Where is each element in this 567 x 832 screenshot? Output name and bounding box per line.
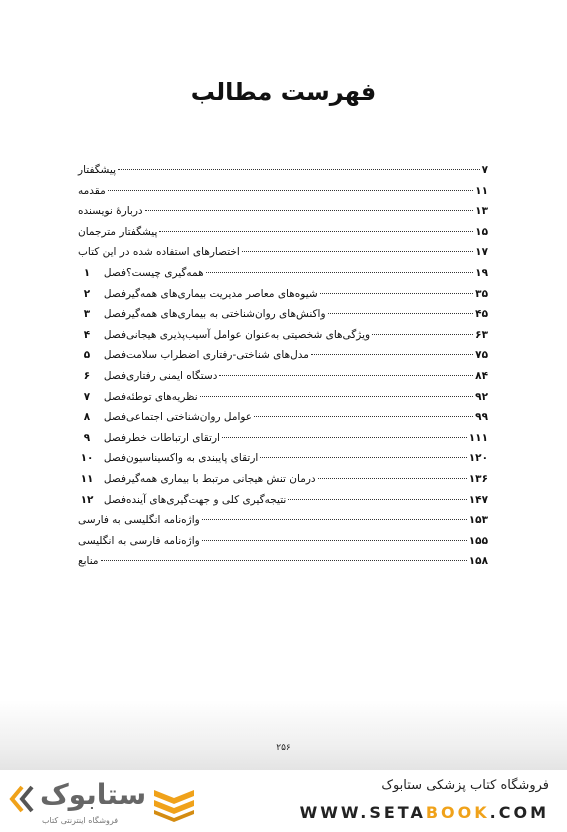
chapter-word: فصل bbox=[103, 369, 126, 382]
toc-entry-title: مقدمه bbox=[78, 184, 106, 197]
page-number: ۲۵۶ bbox=[276, 743, 291, 753]
toc-entry[interactable] bbox=[78, 164, 488, 185]
chapter-label bbox=[78, 432, 126, 444]
dot-leader bbox=[260, 457, 466, 458]
toc-page-number: ۹۹ bbox=[475, 411, 488, 424]
dot-leader bbox=[200, 396, 473, 397]
chapter-number: ۵ bbox=[83, 349, 91, 362]
url-prefix: WWW.SETA bbox=[299, 803, 426, 822]
chapter-label bbox=[78, 329, 126, 341]
store-name: فروشگاه کتاب پزشکی ستابوک bbox=[381, 778, 549, 793]
toc-page-number: ۱۳۶ bbox=[468, 472, 488, 485]
store-url-link[interactable] bbox=[300, 803, 549, 822]
toc-page-number: ۹۲ bbox=[475, 390, 488, 403]
chapter-number: ۷ bbox=[83, 390, 91, 403]
toc-entry[interactable] bbox=[78, 288, 488, 309]
chapter-label bbox=[78, 349, 126, 361]
toc-page-number: ۱۵۵ bbox=[468, 534, 488, 547]
dot-leader bbox=[145, 210, 474, 211]
toc-entry-title: منابع bbox=[78, 555, 99, 568]
chapter-label bbox=[78, 370, 126, 382]
dot-leader bbox=[242, 251, 473, 252]
chapter-word: فصل bbox=[103, 452, 126, 465]
dot-leader bbox=[311, 354, 473, 355]
toc-entry[interactable] bbox=[78, 308, 488, 329]
dot-leader bbox=[202, 540, 467, 541]
toc-entry-title: شیوه‌های معاصر مدیریت بیماری‌های همه‌گیر bbox=[126, 287, 318, 300]
toc-page-number: ۴۵ bbox=[475, 308, 488, 321]
store-logo[interactable] bbox=[8, 778, 198, 828]
toc-entry[interactable] bbox=[78, 226, 488, 247]
url-suffix: .COM bbox=[489, 803, 549, 822]
toc-entry-title: ارتقای ارتباطات خطر bbox=[126, 431, 220, 444]
toc-page-number: ۱۱۱ bbox=[468, 431, 488, 444]
chapter-number: ۸ bbox=[83, 411, 91, 424]
chapter-word: فصل bbox=[103, 431, 126, 444]
dot-leader bbox=[159, 231, 473, 232]
chapter-label bbox=[78, 411, 126, 423]
table-of-contents bbox=[78, 164, 488, 576]
chapter-label bbox=[78, 391, 126, 403]
toc-entry[interactable] bbox=[78, 514, 488, 535]
toc-entry[interactable] bbox=[78, 329, 488, 350]
toc-entry-title: عوامل روان‌شناختی اجتماعی bbox=[126, 411, 253, 424]
toc-entry[interactable] bbox=[78, 391, 488, 412]
toc-entry[interactable] bbox=[78, 267, 488, 288]
toc-entry-title: نتیجه‌گیری کلی و جهت‌گیری‌های آینده bbox=[126, 493, 287, 506]
toc-entry[interactable] bbox=[78, 370, 488, 391]
dot-leader bbox=[118, 169, 480, 170]
chapter-word: فصل bbox=[103, 472, 126, 485]
dot-leader bbox=[318, 478, 467, 479]
toc-page-number: ۱۴۷ bbox=[468, 493, 488, 506]
chapter-word: فصل bbox=[103, 411, 126, 424]
chapter-word: فصل bbox=[103, 493, 126, 506]
chapter-number: ۹ bbox=[83, 431, 91, 444]
toc-page-number: ۸۴ bbox=[475, 369, 488, 382]
page-bottom-shade bbox=[0, 700, 567, 770]
store-footer bbox=[0, 770, 567, 832]
toc-entry-title: ارتقای پایبندی به واکسیناسیون bbox=[126, 452, 259, 465]
toc-entry[interactable] bbox=[78, 185, 488, 206]
toc-entry[interactable] bbox=[78, 473, 488, 494]
toc-entry[interactable] bbox=[78, 411, 488, 432]
toc-entry-title: اختصارهای استفاده شده در این کتاب bbox=[78, 246, 240, 259]
toc-entry-title: مدل‌های شناختی-رفتاری اضطراب سلامت bbox=[126, 349, 309, 362]
toc-entry-title: درمان تنش هیجانی مرتبط با بیماری همه‌گیر bbox=[126, 472, 316, 485]
toc-page-number: ۱۹ bbox=[475, 266, 488, 279]
toc-entry[interactable] bbox=[78, 494, 488, 515]
page-title: فهرست مطالب bbox=[190, 78, 377, 106]
chapter-label bbox=[78, 452, 126, 464]
chapter-label bbox=[78, 473, 126, 485]
chapter-label bbox=[78, 267, 126, 279]
chapter-number: ۱۲ bbox=[80, 493, 94, 506]
toc-entry-title: واژه‌نامه انگلیسی به فارسی bbox=[78, 514, 200, 527]
chapter-number: ۲ bbox=[83, 287, 91, 300]
dot-leader bbox=[219, 375, 473, 376]
chapter-number: ۱۱ bbox=[80, 472, 94, 485]
chapter-number: ۱۰ bbox=[80, 452, 94, 465]
toc-page-number: ۱۷ bbox=[475, 246, 488, 259]
toc-page-number: ۷۵ bbox=[475, 349, 488, 362]
dot-leader bbox=[254, 416, 473, 417]
dot-leader bbox=[320, 293, 473, 294]
toc-entry[interactable] bbox=[78, 535, 488, 556]
toc-page-number: ۱۵۳ bbox=[468, 514, 488, 527]
dot-leader bbox=[206, 272, 474, 273]
toc-page-number: ۱۱ bbox=[475, 184, 488, 197]
toc-entry[interactable] bbox=[78, 555, 488, 576]
toc-page-number: ۱۳ bbox=[475, 205, 488, 218]
logo-tagline: فروشگاه اینترنتی کتاب bbox=[42, 816, 119, 825]
chapter-word: فصل bbox=[103, 349, 126, 362]
chapter-word: فصل bbox=[103, 328, 126, 341]
chapter-number: ۶ bbox=[83, 369, 91, 382]
dot-leader bbox=[108, 190, 473, 191]
toc-entry[interactable] bbox=[78, 349, 488, 370]
dot-leader bbox=[101, 560, 467, 561]
dot-leader bbox=[372, 334, 473, 335]
chapter-number: ۴ bbox=[83, 328, 91, 341]
chapter-label bbox=[78, 308, 126, 320]
dot-leader bbox=[288, 499, 466, 500]
dot-leader bbox=[202, 519, 467, 520]
toc-page-number: ۱۵ bbox=[475, 225, 488, 238]
toc-entry-title: نظریه‌های توطئه bbox=[126, 390, 198, 403]
chapter-word: فصل bbox=[103, 308, 126, 321]
toc-entry[interactable] bbox=[78, 205, 488, 226]
toc-entry-title: واژه‌نامه فارسی به انگلیسی bbox=[78, 534, 200, 547]
chapter-word: فصل bbox=[103, 266, 126, 279]
toc-entry[interactable] bbox=[78, 452, 488, 473]
dot-leader bbox=[328, 313, 474, 314]
toc-entry-title: ویژگی‌های شخصیتی به‌عنوان عوامل آسیب‌پذیری هیجانی bbox=[126, 328, 371, 341]
toc-page-number: ۶۳ bbox=[475, 328, 488, 341]
toc-page-number: ۷ bbox=[481, 164, 488, 176]
chapter-word: فصل bbox=[103, 287, 126, 300]
book-stack-icon bbox=[152, 782, 196, 822]
toc-entry-title: پیشگفتار مترجمان bbox=[78, 225, 158, 238]
toc-entry-title: واکنش‌های روان‌شناختی به بیماری‌های همه‌گیر bbox=[126, 308, 326, 321]
chapter-label bbox=[78, 494, 126, 506]
toc-entry[interactable] bbox=[78, 246, 488, 267]
chapter-number: ۱ bbox=[83, 266, 91, 279]
toc-page-number: ۱۵۸ bbox=[468, 555, 488, 568]
toc-entry-title: پیشگفتار bbox=[78, 164, 117, 176]
chapter-label bbox=[78, 288, 126, 300]
toc-entry-title: دستگاه ایمنی رفتاری bbox=[126, 369, 218, 382]
toc-page-number: ۱۲۰ bbox=[468, 452, 488, 465]
toc-page-number: ۳۵ bbox=[475, 287, 488, 300]
dot-leader bbox=[222, 437, 467, 438]
url-highlight: BOOK bbox=[425, 803, 490, 822]
chapter-word: فصل bbox=[103, 390, 126, 403]
toc-entry-title: دربارهٔ نویسنده bbox=[78, 205, 143, 218]
double-chevron-icon bbox=[8, 784, 36, 814]
logo-wordmark: ستابوک bbox=[40, 778, 147, 811]
chapter-number: ۳ bbox=[83, 308, 91, 321]
toc-entry[interactable] bbox=[78, 432, 488, 453]
toc-entry-title: همه‌گیری چیست؟ bbox=[126, 266, 204, 279]
